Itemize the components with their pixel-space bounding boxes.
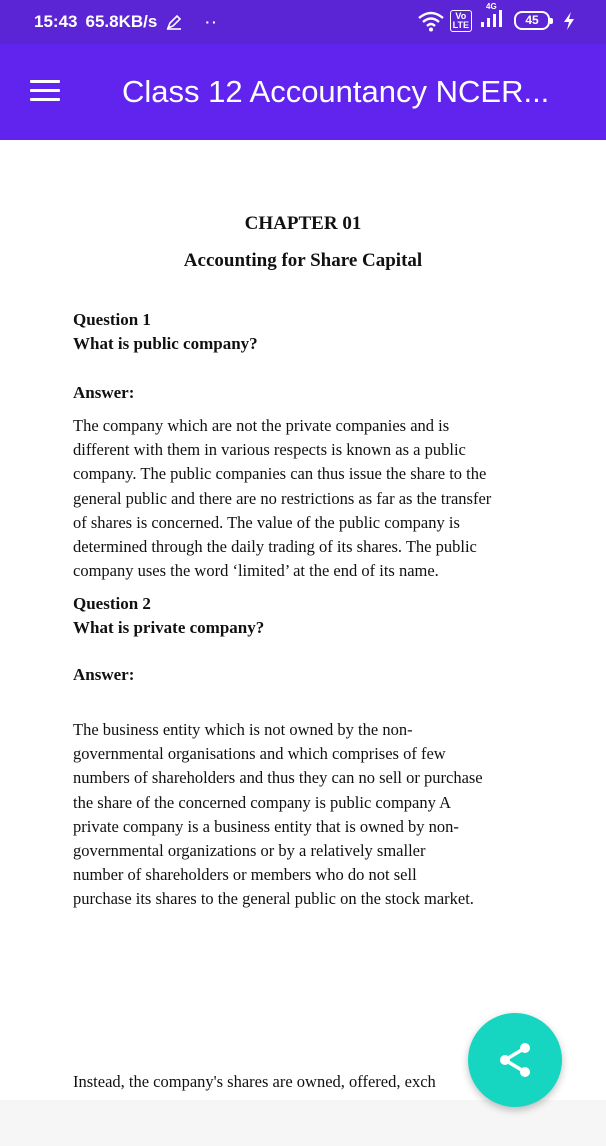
app-title: Class 12 Accountancy NCER... — [122, 74, 550, 109]
status-right — [418, 2, 576, 33]
answer-line: different with them in various respects is known as a public — [73, 440, 466, 460]
chapter-heading: CHAPTER 01 — [244, 213, 362, 234]
answer-line: The business entity which is not owned by the non- — [73, 720, 413, 739]
answer-line: numbers of shareholders and thus they can no sell or purchase — [73, 768, 483, 788]
answer-line: governmental organizations or by a relatively smaller — [73, 841, 426, 861]
charging-bolt-icon — [562, 11, 576, 31]
question-1-text: What is public company? — [73, 334, 258, 353]
document-content — [0, 140, 606, 1100]
answer-line: company. The public companies can thus issue the share to the — [73, 464, 487, 484]
answer-line: The company which are not the private companies and is — [73, 416, 450, 435]
answer-line: the share of the concerned company is public company A — [73, 792, 452, 812]
app-bar — [0, 44, 606, 140]
answer-line: determined through the daily trading of its shares. The public — [73, 537, 477, 557]
answer-line: private company is a business entity that is owned by non- — [73, 816, 459, 836]
status-left — [34, 12, 219, 32]
volte-bottom: LTE — [452, 19, 469, 30]
answer-line: company uses the word ‘limited’ at the end of its name. — [73, 561, 439, 581]
hamburger-menu-icon[interactable] — [30, 78, 60, 104]
answer-1-text — [73, 414, 533, 583]
answer-line: governmental organisations and which comprises of few — [73, 744, 446, 764]
volte-badge — [450, 10, 472, 32]
continued-text: Instead, the company's shares are owned, offered, exch — [73, 1072, 436, 1091]
answer-1-label: Answer: — [73, 383, 135, 402]
status-bar — [0, 0, 606, 44]
share-icon — [495, 1040, 535, 1080]
answer-line: number of shareholders or members who do not sell — [73, 865, 417, 885]
answer-2-label: Answer: — [73, 665, 135, 684]
notification-edit-icon — [165, 13, 183, 31]
question-1 — [73, 308, 543, 356]
status-dots: ·· — [205, 14, 219, 30]
battery-indicator: 45 — [514, 11, 550, 30]
share-button[interactable] — [468, 1013, 562, 1107]
signal-group — [478, 2, 508, 33]
network-type: 4G — [486, 2, 497, 11]
status-time: 15:43 — [34, 12, 78, 31]
question-1-label: Question 1 — [73, 310, 151, 329]
status-speed: 65.8KB/s — [85, 12, 158, 31]
question-2-label: Question 2 — [73, 594, 151, 613]
chapter-title: Accounting for Share Capital — [183, 250, 423, 271]
answer-line: purchase its shares to the general public on the stock market. — [73, 889, 474, 909]
answer-2-text — [73, 718, 533, 912]
answer-line: of shares is concerned. The value of the public company is — [73, 512, 460, 532]
signal-icon — [478, 8, 508, 28]
answer-line: general public and there are no restrictions as far as the transfer — [73, 488, 492, 508]
question-2 — [73, 592, 543, 640]
wifi-icon — [418, 10, 444, 32]
question-2-text: What is private company? — [73, 618, 265, 637]
volte-top: Vo — [455, 10, 467, 21]
